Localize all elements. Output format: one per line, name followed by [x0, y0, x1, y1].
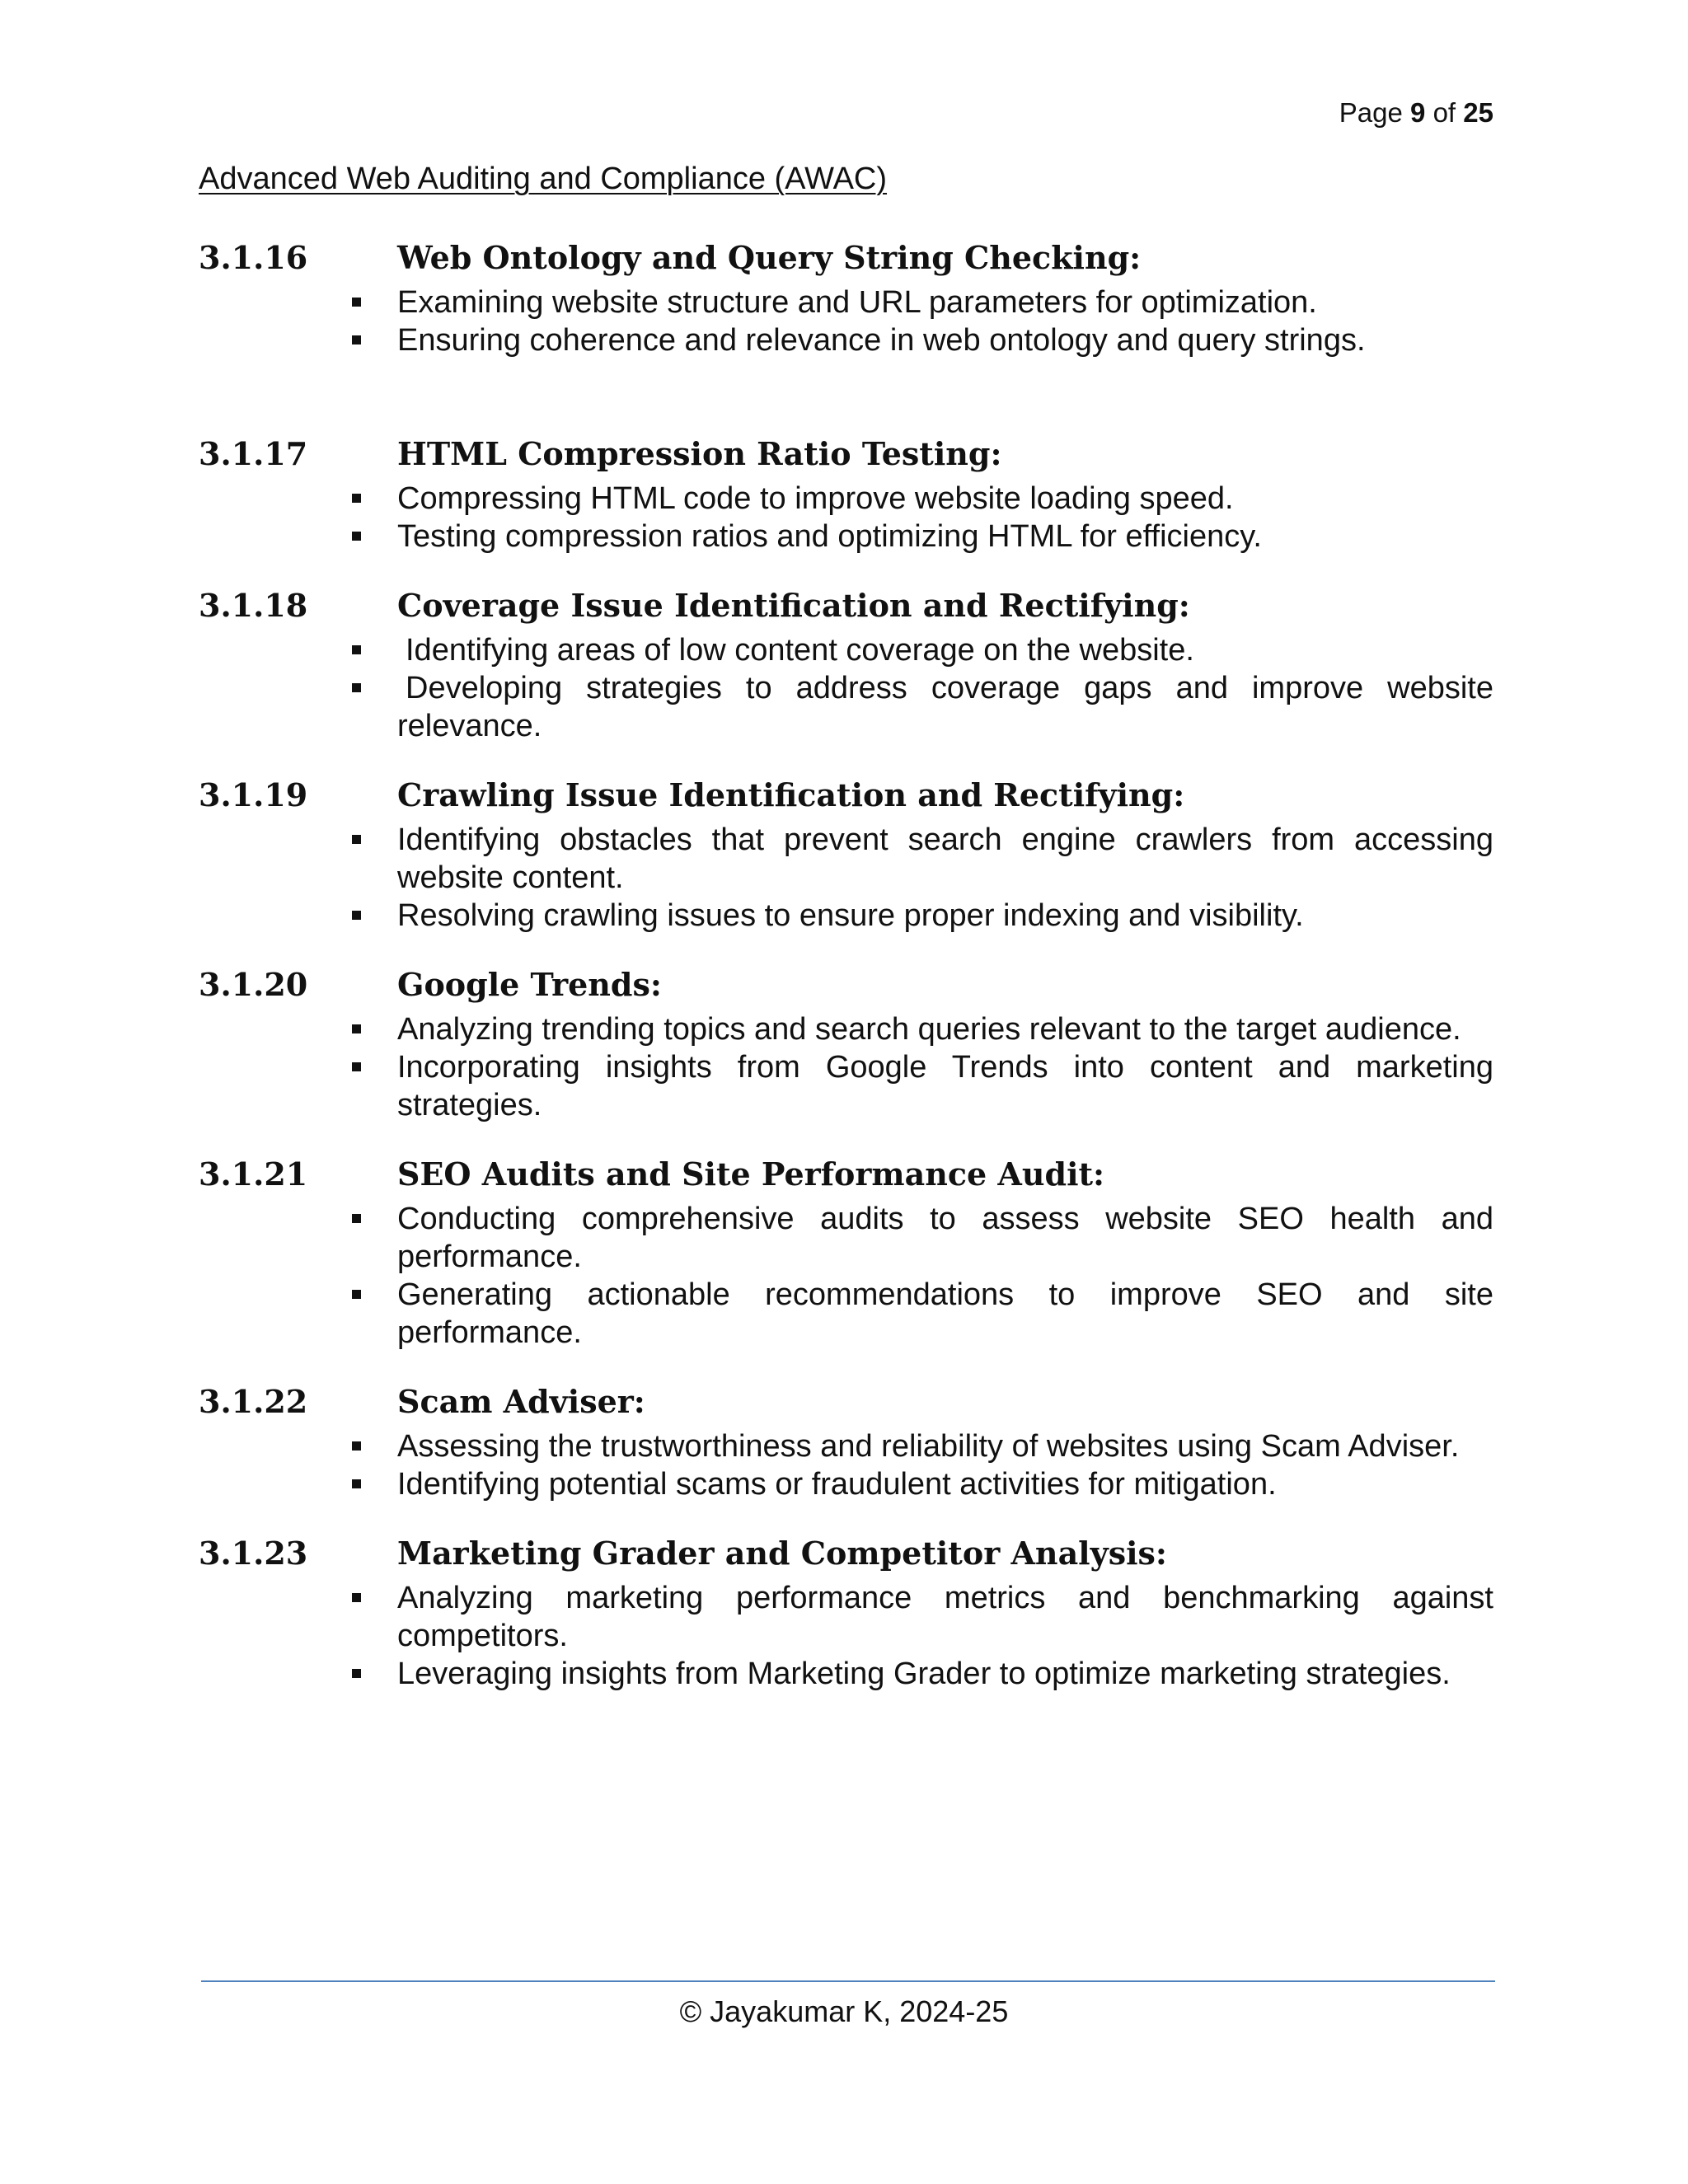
section-title: Crawling Issue Identification and Rectifying:: [397, 776, 1185, 813]
section-title: SEO Audits and Site Performance Audit:: [397, 1155, 1105, 1193]
bullet-text: Resolving crawling issues to ensure proper indexing and visibility.: [397, 898, 1304, 933]
list-item: [397, 897, 1493, 935]
square-bullet-icon: [352, 1290, 361, 1299]
bullet-text: Examining website structure and URL parameters for optimization.: [397, 285, 1317, 320]
square-bullet-icon: [352, 298, 361, 307]
section: [199, 1535, 1493, 1693]
document-title: Advanced Web Auditing and Compliance (AWAC): [199, 162, 888, 196]
list-item: [397, 1465, 1493, 1503]
bullet-text: Identifying obstacles that prevent search engine crawlers from accessing website content.: [397, 823, 1493, 895]
bullet-text: Generating actionable recommendations to improve SEO and site performance.: [397, 1277, 1493, 1350]
bullet-list: [199, 1427, 1493, 1503]
section-heading: [199, 587, 1493, 631]
page-number: [1339, 97, 1493, 129]
square-bullet-icon: [352, 911, 361, 920]
section-number: 3.1.22: [199, 1383, 308, 1420]
list-item: [397, 321, 1493, 359]
page-current: 9: [1410, 97, 1426, 128]
bullet-text: Analyzing marketing performance metrics and benchmarking against competitors.: [397, 1581, 1493, 1653]
section-title: HTML Compression Ratio Testing:: [397, 435, 1002, 472]
bullet-text: Testing compression ratios and optimizing HTML for efficiency.: [397, 519, 1262, 554]
square-bullet-icon: [352, 1062, 361, 1071]
list-item: [397, 1427, 1493, 1465]
bullet-text: Analyzing trending topics and search queries relevant to the target audience.: [397, 1012, 1461, 1047]
square-bullet-icon: [352, 1024, 361, 1033]
section: [199, 587, 1493, 745]
section: [199, 1155, 1493, 1352]
square-bullet-icon: [352, 1214, 361, 1223]
section-heading: [199, 435, 1493, 480]
section: [199, 1383, 1493, 1503]
bullet-list: [199, 631, 1493, 745]
list-item: [397, 1048, 1493, 1124]
footer-copyright: © Jayakumar K, 2024-25: [679, 1994, 1009, 2028]
list-item: [397, 1276, 1493, 1352]
section-title: Web Ontology and Query String Checking:: [397, 239, 1142, 276]
bullet-list: [199, 1200, 1493, 1352]
page-total: 25: [1463, 97, 1493, 128]
section-title: Google Trends:: [397, 966, 662, 1003]
bullet-text: Conducting comprehensive audits to assess website SEO health and performance.: [397, 1202, 1493, 1274]
square-bullet-icon: [352, 683, 361, 692]
square-bullet-icon: [352, 532, 361, 541]
section-heading: [199, 776, 1493, 821]
square-bullet-icon: [352, 335, 361, 344]
square-bullet-icon: [352, 835, 361, 844]
section-number: 3.1.19: [199, 776, 308, 813]
section-heading: [199, 239, 1493, 284]
section: [199, 239, 1493, 359]
section-title: Scam Adviser:: [397, 1383, 645, 1420]
section: [199, 776, 1493, 935]
sections-container: [199, 239, 1493, 1724]
bullet-text: Developing strategies to address coverage gaps and improve website relevance.: [397, 671, 1493, 743]
list-item: [397, 518, 1493, 555]
list-item: [397, 669, 1493, 745]
section-number: 3.1.23: [199, 1535, 308, 1572]
page-prefix: Page: [1339, 97, 1403, 128]
square-bullet-icon: [352, 1669, 361, 1678]
square-bullet-icon: [352, 494, 361, 503]
list-item: [397, 284, 1493, 321]
bullet-text: Leveraging insights from Marketing Grader to optimize marketing strategies.: [397, 1657, 1451, 1691]
bullet-list: [199, 1579, 1493, 1693]
bullet-text: Incorporating insights from Google Trends into content and marketing strategies.: [397, 1050, 1493, 1122]
bullet-text: Identifying potential scams or fraudulent activities for mitigation.: [397, 1467, 1277, 1502]
list-item: [397, 1010, 1493, 1048]
section: [199, 435, 1493, 555]
section-heading: [199, 966, 1493, 1010]
page-of: of: [1432, 97, 1456, 128]
section-number: 3.1.21: [199, 1155, 308, 1193]
square-bullet-icon: [352, 645, 361, 654]
bullet-text: Assessing the trustworthiness and reliability of websites using Scam Adviser.: [397, 1429, 1460, 1464]
square-bullet-icon: [352, 1441, 361, 1451]
section-number: 3.1.18: [199, 587, 308, 624]
bullet-text: Ensuring coherence and relevance in web ontology and query strings.: [397, 323, 1366, 358]
list-item: [397, 1579, 1493, 1655]
footer-rule: [201, 1980, 1495, 1982]
list-item: [397, 1200, 1493, 1276]
list-item: [397, 631, 1493, 669]
bullet-list: [199, 284, 1493, 359]
bullet-text: Identifying areas of low content coverage on the website.: [406, 633, 1194, 668]
square-bullet-icon: [352, 1479, 361, 1488]
square-bullet-icon: [352, 1593, 361, 1602]
section-heading: [199, 1383, 1493, 1427]
section-number: 3.1.20: [199, 966, 308, 1003]
list-item: [397, 480, 1493, 518]
section-heading: [199, 1155, 1493, 1200]
section-number: 3.1.16: [199, 239, 308, 276]
section-title: Coverage Issue Identification and Rectifying:: [397, 587, 1190, 624]
list-item: [397, 821, 1493, 897]
section: [199, 966, 1493, 1124]
bullet-list: [199, 480, 1493, 555]
section-title: Marketing Grader and Competitor Analysis:: [397, 1535, 1167, 1572]
section-heading: [199, 1535, 1493, 1579]
bullet-text: Compressing HTML code to improve website loading speed.: [397, 481, 1234, 516]
bullet-list: [199, 1010, 1493, 1124]
list-item: [397, 1655, 1493, 1693]
bullet-list: [199, 821, 1493, 935]
section-number: 3.1.17: [199, 435, 308, 472]
